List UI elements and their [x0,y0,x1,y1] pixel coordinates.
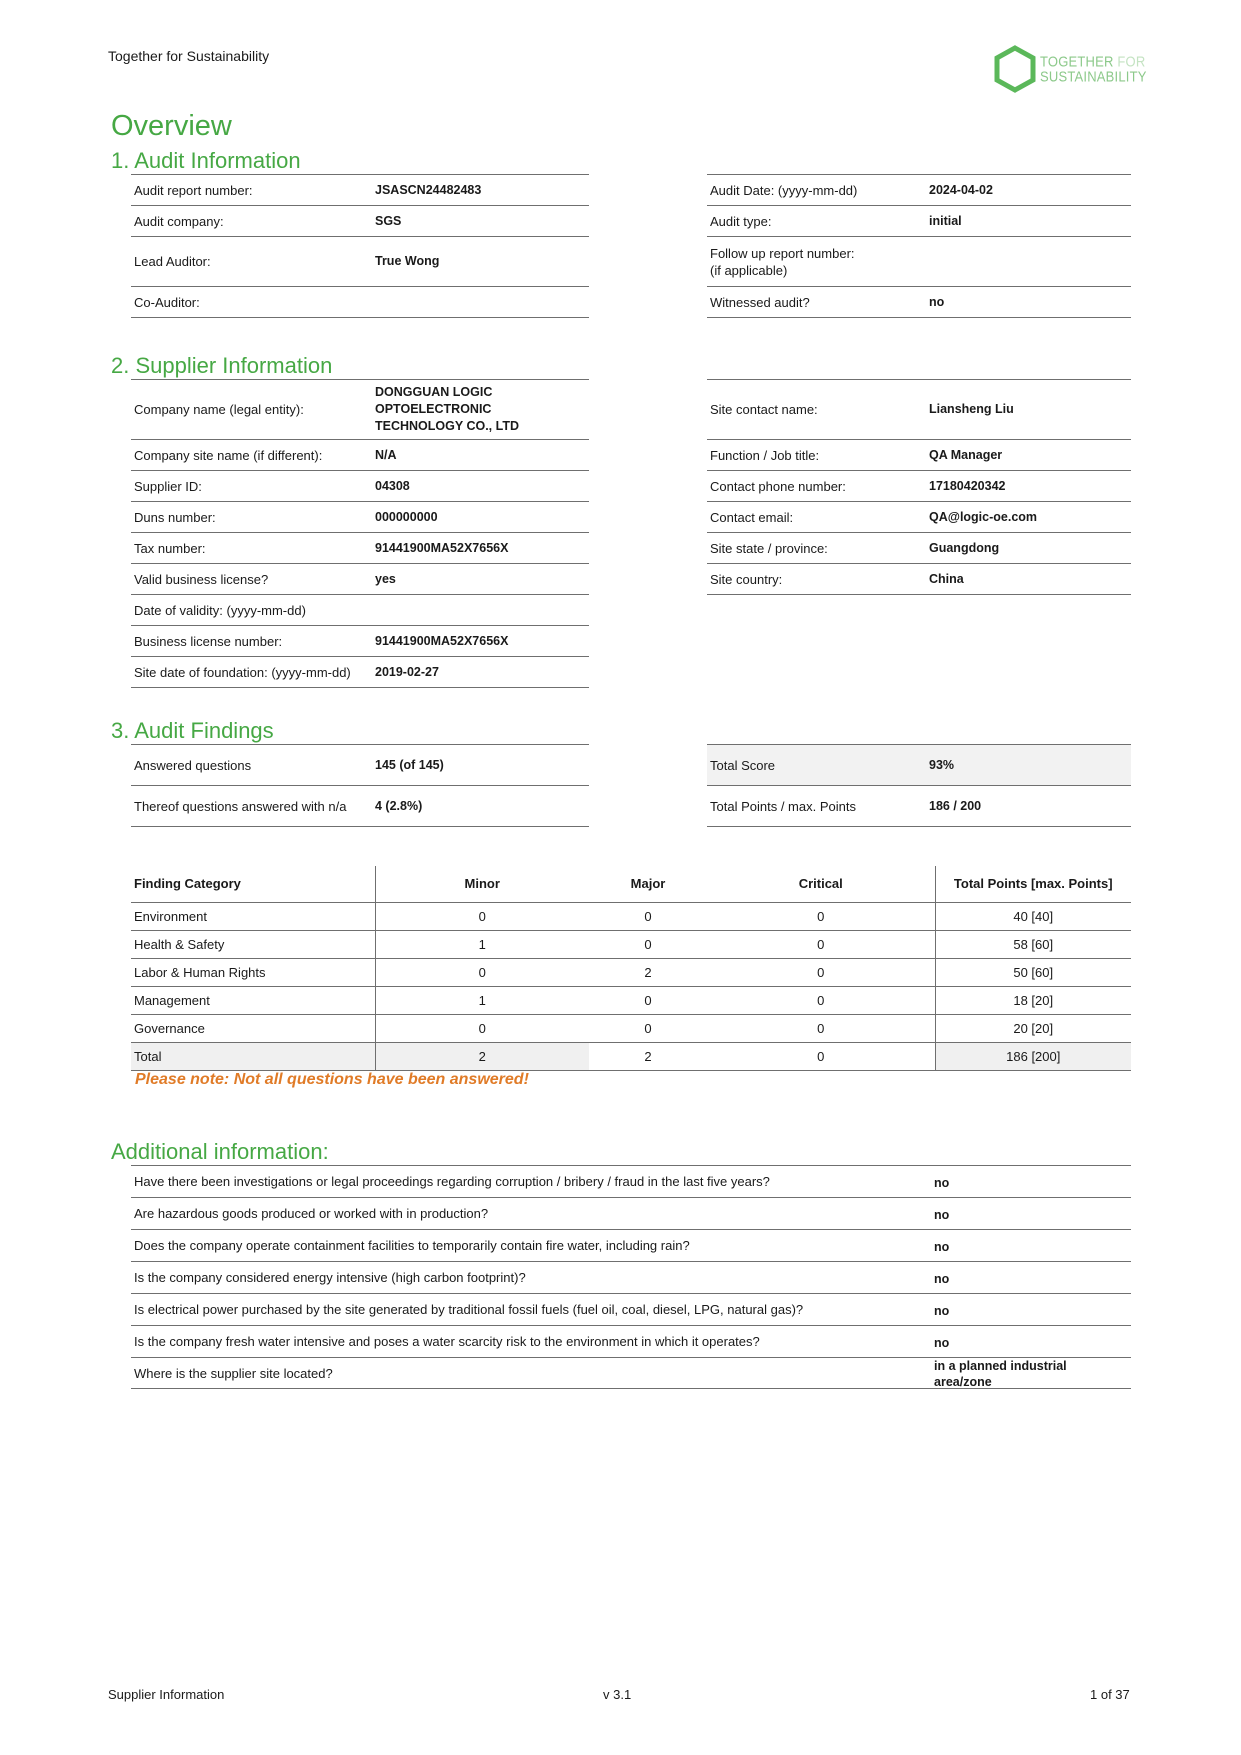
field-value: 91441900MA52X7656X [375,540,509,555]
header-organization: Together for Sustainability [108,48,270,64]
table-row [131,958,1131,986]
warning-note: Please note: Not all questions have been answered! [135,1071,529,1088]
field-value: SGS [375,213,402,228]
answer-line1: in a planned industrial [934,1359,1067,1373]
field-value: 2019-02-27 [375,664,439,679]
table-cell: 0 [707,930,935,958]
kv-row [131,745,589,786]
field-value: JSASCN24482483 [375,182,482,197]
kv-row [707,175,1131,206]
column-header: Total Points [max. Points] [953,876,1113,892]
logo-text-line1: TOGETHER FOR [1040,53,1146,70]
question-text: Is the company fresh water intensive and poses a water scarcity risk to the environment in which it operates? [134,1334,760,1349]
question-text: Are hazardous goods produced or worked with in production? [134,1206,489,1221]
table-cell: Total [131,1042,375,1070]
field-label: Thereof questions answered with n/a [134,798,347,814]
table-cell: 58 [60] [935,930,1131,958]
question-row [131,1358,1131,1389]
field-label: Company name (legal entity): [134,402,304,417]
answer-value: no [934,1207,950,1222]
column-header: Finding Category [131,866,375,902]
kv-row [707,287,1131,318]
field-label: Audit Date: (yyyy-mm-dd) [710,182,858,198]
field-label: Site country: [710,571,783,587]
kv-row [131,786,589,827]
table-cell: 0 [589,930,707,958]
table-cell: Labor & Human Rights [131,958,375,986]
answer-value: no [934,1175,950,1190]
answer-value [934,1356,1067,1390]
kv-row [707,786,1131,827]
field-label: Total Score [710,757,776,773]
field-value: QA@logic-oe.com [929,509,1038,524]
field-value: yes [375,571,396,586]
kv-row [131,564,589,595]
table-cell: 1 [375,986,589,1014]
table-cell: 0 [375,958,589,986]
field-label [707,245,929,279]
audit-findings-right-table [707,744,1131,827]
field-value [375,384,519,435]
field-label: Contact phone number: [710,478,846,494]
question-row [131,1198,1131,1230]
company-name-line3: TECHNOLOGY CO., LTD [375,419,519,433]
kv-row [131,287,589,318]
answer-value: no [934,1271,950,1286]
logo-text-line2: SUSTAINABILITY [1040,68,1147,85]
kv-row [707,502,1131,533]
kv-row [707,564,1131,595]
kv-row [707,533,1131,564]
table-cell: 0 [375,902,589,930]
kv-row [131,237,589,287]
kv-row [131,380,589,440]
findings-table [131,866,1131,1071]
section-title-audit-findings: 3. Audit Findings [111,718,274,743]
field-label: Site date of foundation: (yyyy-mm-dd) [134,664,351,680]
kv-row [707,380,1131,440]
table-cell: 2 [375,1042,589,1070]
company-name-line2: OPTOELECTRONIC [375,402,492,416]
table-cell: 0 [707,1042,935,1070]
table-cell: 20 [20] [935,1014,1131,1042]
additional-info-table [131,1165,1131,1389]
audit-info-left-table [131,174,589,318]
field-value: 145 (of 145) [375,757,444,772]
question-row [131,1230,1131,1262]
table-cell: 0 [707,902,935,930]
field-label: Total Points / max. Points [710,798,856,814]
field-label: Contact email: [710,509,794,525]
field-value: 186 / 200 [929,798,982,813]
field-value: 04308 [375,478,410,493]
field-value: Liansheng Liu [929,402,1014,416]
field-label: Date of validity: (yyyy-mm-dd) [134,602,306,618]
field-label-line1: Follow up report number: [710,245,855,261]
kv-row [131,175,589,206]
table-total-row [131,1042,1131,1070]
question-text: Have there been investigations or legal proceedings regarding corruption / bribery / fraud in the last five years? [134,1174,770,1189]
question-text: Does the company operate containment facilities to temporarily contain fire water, including rain? [134,1238,690,1253]
field-value: 17180420342 [929,478,1006,493]
table-row [131,902,1131,930]
footer-section-name: Supplier Information [108,1687,225,1702]
table-row [131,1014,1131,1042]
question-row [131,1166,1131,1198]
column-header: Minor [464,876,500,892]
table-cell: 40 [40] [935,902,1131,930]
field-value: True Wong [375,254,440,268]
field-label: Supplier ID: [134,478,202,494]
question-row [131,1294,1131,1326]
field-value: 93% [929,757,955,772]
answer-value: no [934,1303,950,1318]
section-title-supplier-information: 2. Supplier Information [111,353,333,378]
table-row [131,930,1131,958]
kv-row [707,237,1131,287]
column-header: Major [630,876,666,892]
field-label: Lead Auditor: [134,254,211,269]
field-label-line2: (if applicable) [710,262,788,278]
answer-line2: area/zone [934,1375,992,1389]
answer-value: no [934,1239,950,1254]
field-label: Witnessed audit? [710,294,810,310]
field-value: 2024-04-02 [929,182,993,197]
table-cell: 186 [200] [935,1042,1131,1070]
field-label: Answered questions [134,757,252,773]
field-label: Business license number: [134,633,283,649]
field-value: QA Manager [929,447,1003,462]
question-text: Is electrical power purchased by the site generated by traditional fossil fuels (fuel oil, coal, diesel, LPG, natural gas)? [134,1302,804,1317]
kv-row [131,626,589,657]
field-value: Guangdong [929,540,1000,555]
kv-row [707,440,1131,471]
field-value: 91441900MA52X7656X [375,633,509,648]
field-value: N/A [375,447,397,462]
tfs-logo [992,44,1147,94]
company-name-line1: DONGGUAN LOGIC [375,385,493,399]
table-cell: 0 [707,958,935,986]
table-cell: 1 [375,930,589,958]
table-row [131,986,1131,1014]
audit-info-right-table [707,174,1131,318]
table-header-row [131,866,1131,902]
field-label: Tax number: [134,540,206,556]
supplier-info-left-table [131,379,589,688]
section-title-audit-information: 1. Audit Information [111,148,301,173]
answer-value: no [934,1335,950,1350]
kv-row [131,206,589,237]
field-label: Site contact name: [710,402,818,417]
table-cell: 0 [375,1014,589,1042]
hexagon-logo-icon [992,44,1038,94]
question-text: Is the company considered energy intensive (high carbon footprint)? [134,1270,526,1285]
kv-row [131,471,589,502]
footer-version: v 3.1 [603,1687,632,1702]
column-header: Critical [707,866,935,902]
kv-row [131,440,589,471]
table-cell: 0 [589,902,707,930]
table-cell: 0 [707,986,935,1014]
kv-row [707,471,1131,502]
kv-row [131,533,589,564]
question-text: Where is the supplier site located? [134,1365,333,1381]
field-label: Function / Job title: [710,447,820,463]
kv-row [707,206,1131,237]
field-label: Co-Auditor: [134,294,200,310]
audit-findings-left-table [131,744,589,827]
kv-row-total-score [707,745,1131,786]
table-cell: 50 [60] [935,958,1131,986]
field-label: Audit type: [710,213,772,229]
footer-page-number: 1 of 37 [1090,1687,1130,1702]
table-cell: Management [131,986,375,1014]
field-label: Company site name (if different): [134,447,323,463]
field-label: Audit company: [134,213,224,229]
field-label: Valid business license? [134,571,269,587]
table-cell: 18 [20] [935,986,1131,1014]
supplier-info-right-table [707,379,1131,595]
table-cell: 0 [589,1014,707,1042]
table-cell: Health & Safety [131,930,375,958]
field-value: 000000000 [375,509,438,524]
field-label: Duns number: [134,509,216,525]
table-cell: 2 [589,958,707,986]
kv-row [131,502,589,533]
field-value: China [929,571,964,586]
section-title-additional-information: Additional information: [111,1139,329,1164]
question-row [131,1326,1131,1358]
kv-row [131,595,589,626]
field-value: no [929,294,945,309]
field-label: Site state / province: [710,540,828,556]
table-cell: Environment [131,902,375,930]
page-title: Overview [111,110,232,142]
field-value: initial [929,213,962,228]
question-row [131,1262,1131,1294]
kv-row [131,657,589,688]
table-cell: Governance [131,1014,375,1042]
table-cell: 0 [707,1014,935,1042]
field-label: Audit report number: [134,182,253,198]
table-cell: 2 [589,1042,707,1070]
field-value: 4 (2.8%) [375,798,423,813]
table-cell: 0 [589,986,707,1014]
